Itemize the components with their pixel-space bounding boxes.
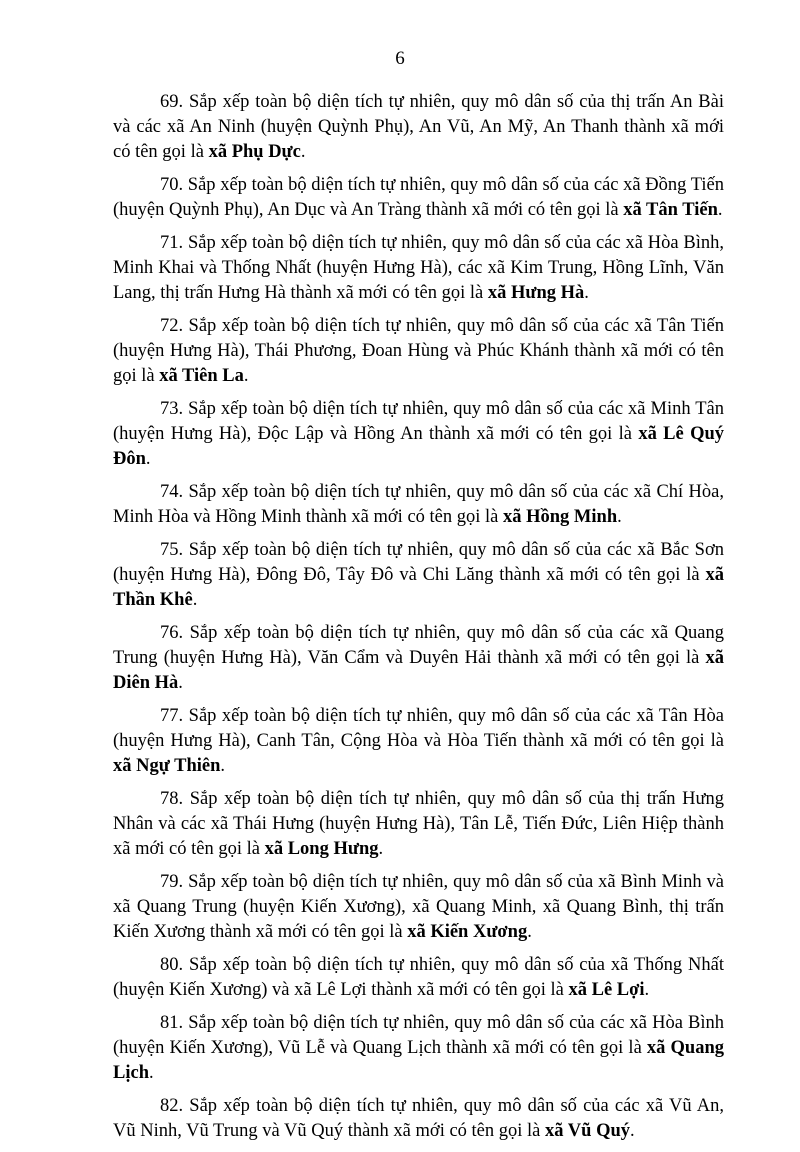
list-item — [113, 953, 724, 1003]
commune-name: xã Thần Khê — [113, 565, 724, 610]
item-end: . — [145, 449, 151, 469]
list-item — [113, 173, 724, 223]
item-text: 70. Sắp xếp toàn bộ diện tích tự nhiên, quy mô dân số của các xã Đồng Tiến (huyện Quỳnh Phụ), An Dục và An Tràng thành xã mới có tên gọi là — [113, 175, 724, 220]
commune-name: xã Diên Hà — [113, 648, 724, 693]
commune-name: xã Phụ Dực — [208, 142, 301, 162]
item-text: 81. Sắp xếp toàn bộ diện tích tự nhiên, quy mô dân số của các xã Hòa Bình (huyện Kiến Xương), Vũ Lễ và Quang Lịch thành xã mới có tên gọi là — [113, 1013, 724, 1058]
item-text: 72. Sắp xếp toàn bộ diện tích tự nhiên, quy mô dân số của các xã Tân Tiến (huyện Hưng Hà), Thái Phương, Đoan Hùng và Phúc Khánh thành xã mới có tên gọi là — [113, 316, 724, 386]
list-item — [113, 870, 724, 945]
item-end: . — [220, 756, 226, 776]
item-text: 73. Sắp xếp toàn bộ diện tích tự nhiên, quy mô dân số của các xã Minh Tân (huyện Hưng Hà), Độc Lập và Hồng An thành xã mới có tên gọi là — [113, 399, 724, 444]
item-end: . — [630, 1121, 635, 1141]
commune-name: xã Long Hưng — [264, 839, 379, 859]
item-end: . — [527, 922, 532, 942]
list-item — [113, 1094, 724, 1144]
item-text: 75. Sắp xếp toàn bộ diện tích tự nhiên, quy mô dân số của các xã Bắc Sơn (huyện Hưng Hà), Đông Đô, Tây Đô và Chi Lăng thành xã mới có tên gọi là — [113, 540, 724, 585]
item-end: . — [148, 1063, 154, 1083]
item-text: 79. Sắp xếp toàn bộ diện tích tự nhiên, quy mô dân số của xã Bình Minh và xã Quang Trung (huyện Kiến Xương), xã Quang Minh, xã Quang Bình, thị trấn Kiến Xương thành xã mới có tên gọi là — [113, 872, 724, 942]
item-text: 74. Sắp xếp toàn bộ diện tích tự nhiên, quy mô dân số của các xã Chí Hòa, Minh Hòa và Hồng Minh thành xã mới có tên gọi là — [113, 482, 724, 527]
commune-name: xã Hồng Minh — [503, 507, 618, 527]
item-end: . — [644, 980, 650, 1000]
commune-name: xã Ngự Thiên — [113, 756, 221, 776]
item-text: 82. Sắp xếp toàn bộ diện tích tự nhiên, quy mô dân số của các xã Vũ An, Vũ Ninh, Vũ Trung và Vũ Quý thành xã mới có tên gọi là — [113, 1096, 724, 1141]
item-text: 80. Sắp xếp toàn bộ diện tích tự nhiên, quy mô dân số của xã Thống Nhất (huyện Kiến Xương) và xã Lê Lợi thành xã mới có tên gọi là — [113, 955, 724, 1000]
commune-name: xã Hưng Hà — [487, 283, 585, 303]
item-text: 69. Sắp xếp toàn bộ diện tích tự nhiên, quy mô dân số của thị trấn An Bài và các xã An Ninh (huyện Quỳnh Phụ), An Vũ, An Mỹ, An Thanh thành xã mới có tên gọi là — [113, 92, 724, 162]
list-item — [113, 90, 724, 165]
list-item — [113, 1011, 724, 1086]
item-end: . — [617, 507, 622, 527]
commune-name: xã Tân Tiến — [623, 200, 718, 220]
item-text: 77. Sắp xếp toàn bộ diện tích tự nhiên, quy mô dân số của các xã Tân Hòa (huyện Hưng Hà), Canh Tân, Cộng Hòa và Hòa Tiến thành xã mới có tên gọi là — [113, 706, 724, 751]
item-end: . — [178, 673, 183, 693]
commune-name: xã Lê Quý Đôn — [113, 424, 724, 469]
item-end: . — [243, 366, 249, 386]
item-text: 71. Sắp xếp toàn bộ diện tích tự nhiên, quy mô dân số của các xã Hòa Bình, Minh Khai và Thống Nhất (huyện Hưng Hà), các xã Kim Trung, Hồng Lĩnh, Văn Lang, thị trấn Hưng Hà thành xã mới có tên gọi là — [113, 233, 724, 303]
list-item — [113, 480, 724, 530]
list-item — [113, 704, 724, 779]
list-item — [113, 231, 724, 306]
item-end: . — [717, 200, 723, 220]
item-end: . — [300, 142, 306, 162]
commune-name: xã Quang Lịch — [113, 1038, 724, 1083]
list-item — [113, 397, 724, 472]
commune-name: xã Kiến Xương — [407, 922, 528, 942]
list-item — [113, 314, 724, 389]
commune-name: xã Tiên La — [159, 366, 244, 386]
item-end: . — [192, 590, 198, 610]
list-item — [113, 538, 724, 613]
list-item — [113, 621, 724, 696]
item-text: 78. Sắp xếp toàn bộ diện tích tự nhiên, quy mô dân số của thị trấn Hưng Nhân và các xã Thái Hưng (huyện Hưng Hà), Tân Lễ, Tiến Đức, Liên Hiệp thành xã mới có tên gọi là — [113, 789, 724, 859]
document-body — [113, 90, 724, 1152]
page-number: 6 — [395, 48, 405, 69]
list-item — [113, 787, 724, 862]
commune-name: xã Vũ Quý — [545, 1121, 631, 1141]
item-end: . — [378, 839, 384, 859]
item-text: 76. Sắp xếp toàn bộ diện tích tự nhiên, quy mô dân số của các xã Quang Trung (huyện Hưng Hà), Văn Cẩm và Duyên Hải thành xã mới có tên gọi là — [113, 623, 724, 668]
item-end: . — [584, 283, 589, 303]
commune-name: xã Lê Lợi — [568, 980, 645, 1000]
